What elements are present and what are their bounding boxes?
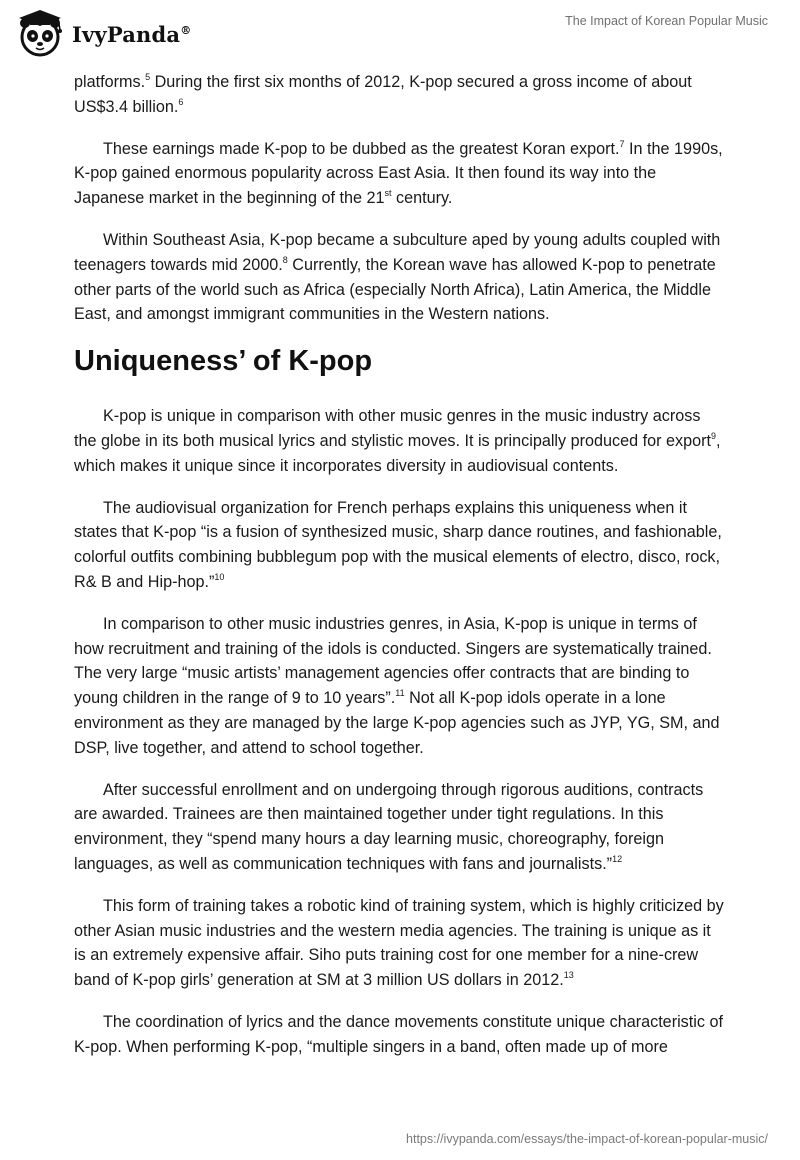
paragraph-1: platforms.$^5$ During the first six months of 2012, K-pop secured a gross income of about US$3.4 billion.$^6$ [74, 72, 692, 116]
footnote-ref: 12 [612, 853, 623, 864]
footnote-ref: 5 [145, 72, 151, 82]
page-header [0, 0, 800, 70]
section-heading: Uniqueness’ of K-pop [74, 345, 373, 378]
essay-content [74, 70, 726, 1077]
paragraph-3: Within Southeast Asia, K-pop became a subculture aped by young adults coupled with teenagers towards mid 2000.$^8$ Currently, the Korean wave has allowed K-pop to penetrate other parts of the world such as Africa (especially North Africa), Latin America, the Middle East, and amongst immigrant communities in the Western nations. [74, 230, 721, 324]
footnote-ref: 11 [395, 688, 405, 699]
panda-graduate-icon [14, 8, 66, 60]
footnote-ref: 8 [282, 254, 288, 265]
paragraph-4: K-pop is unique in comparison with other music genres in the music industry across the globe in its both musical lyrics and stylistic moves. It is principally produced for export$^9$, which makes it unique since it incorporates diversity in audiovisual contents. [74, 407, 721, 475]
ordinal-suffix: st [384, 188, 392, 199]
ivypanda-logo[interactable] [14, 8, 191, 60]
paragraph-5: The audiovisual organization for French perhaps explains this uniqueness when it states that K-pop “is a fusion of synthesized music, sharp dance routines, and fashionable, colorful outfits combining bubblegum pop with the musical elements of electro, disco, rock, R& B and Hip-hop.”$^{10}$ [74, 498, 722, 591]
footnote-ref: 9 [710, 430, 716, 441]
footnote-ref: 10 [214, 571, 225, 582]
logo-text: IvyPanda® [72, 21, 192, 47]
footnote-ref: 7 [619, 138, 625, 149]
footnote-ref: 13 [563, 970, 574, 981]
paragraph-7: After successful enrollment and on undergoing through rigorous auditions, contracts are awarded. Trainees are then maintained together under tight regulations. In this environment, they “spend many hours a day learning music, choreography, foreign languages, as well as communication techniques with fans and journalists.”$^{12}$ [74, 780, 704, 873]
paragraph-2: These earnings made K-pop to be dubbed as the greatest Koran export.$^7$ In the 1990s, K-pop gained enormous popularity across East Asia. It then found its way into the Japanese market in the beginning of the 21st century. [74, 138, 723, 208]
source-url[interactable]: https://ivypanda.com/essays/the-impact-of-korean-popular-music/ [406, 1132, 768, 1146]
paragraph-9: The coordination of lyrics and the dance movements constitute unique characteristic of K-pop. When performing K-pop, “multiple singers in a band, often made up of more [74, 1012, 723, 1056]
document-title: The Impact of Korean Popular Music [565, 14, 768, 28]
paragraph-8: This form of training takes a robotic kind of training system, which is highly criticized by other Asian music industries and the western media agencies. The training is unique as it is an extremely expensive affair. Siho puts training cost for one member for a nine-crew band of K-pop girls’ generation at SM at 3 million US dollars in 2012.13 [74, 896, 724, 990]
footnote-ref: 6 [178, 96, 184, 107]
paragraph-6: In comparison to other music industries genres, in Asia, K-pop is unique in terms of how recruitment and training of the idols is conducted. Singers are systematically trained. The very large “music artists’ management agencies offer contracts that are binding to young children in the range of 9 to 10 years”.$^{11}$ Not all K-pop idols operate in a lone environment as they are managed by the large K-pop agencies such as JYP, YG, SM, and DSP, live together, and attend to school together. [74, 614, 720, 757]
